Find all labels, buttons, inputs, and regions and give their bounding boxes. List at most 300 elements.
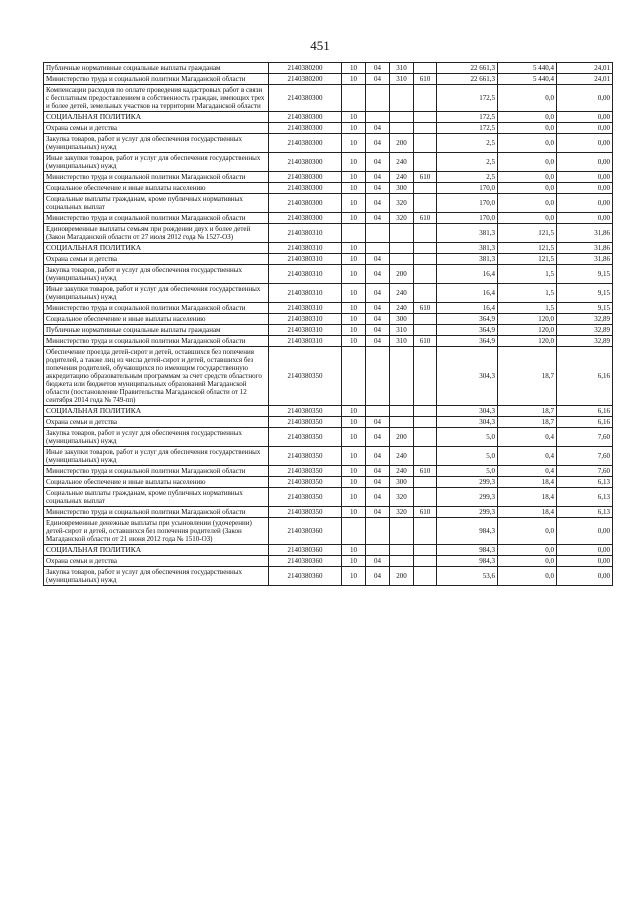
table-row — [44, 406, 613, 417]
expense-type-code — [390, 243, 414, 254]
target-article-code: 2140380360 — [269, 545, 342, 556]
administrator-code — [414, 477, 437, 488]
execution-percent: 32,89 — [557, 336, 613, 347]
target-article-code: 2140380310 — [269, 224, 342, 243]
expense-type-code: 200 — [390, 265, 414, 284]
table-row — [44, 265, 613, 284]
subsection-code: 04 — [366, 567, 390, 586]
executed-amount: 1,5 — [498, 265, 557, 284]
planned-amount: 2,5 — [437, 172, 498, 183]
planned-amount: 381,3 — [437, 224, 498, 243]
table-row — [44, 194, 613, 213]
executed-amount: 121,5 — [498, 254, 557, 265]
section-code — [342, 518, 366, 545]
subsection-code: 04 — [366, 153, 390, 172]
planned-amount: 364,9 — [437, 314, 498, 325]
planned-amount: 16,4 — [437, 265, 498, 284]
table-row — [44, 183, 613, 194]
table-row — [44, 347, 613, 406]
execution-percent: 24,01 — [557, 74, 613, 85]
executed-amount: 18,4 — [498, 507, 557, 518]
table-row — [44, 254, 613, 265]
execution-percent: 32,89 — [557, 314, 613, 325]
section-code: 10 — [342, 567, 366, 586]
table-row — [44, 488, 613, 507]
subsection-code: 04 — [366, 314, 390, 325]
execution-percent: 0,00 — [557, 518, 613, 545]
planned-amount: 53,6 — [437, 567, 498, 586]
section-code — [342, 347, 366, 406]
row-name: Министерство труда и социальной политики Магаданской области — [44, 466, 269, 477]
administrator-code — [414, 134, 437, 153]
execution-percent: 6,13 — [557, 507, 613, 518]
row-name: Закупка товаров, работ и услуг для обеспечения государственных (муниципальных) нужд — [44, 567, 269, 586]
table-row — [44, 545, 613, 556]
planned-amount: 299,3 — [437, 477, 498, 488]
execution-percent: 0,00 — [557, 213, 613, 224]
section-code: 10 — [342, 63, 366, 74]
subsection-code: 04 — [366, 265, 390, 284]
administrator-code — [414, 567, 437, 586]
subsection-code: 04 — [366, 134, 390, 153]
subsection-code: 04 — [366, 303, 390, 314]
row-name: Социальное обеспечение и иные выплаты населению — [44, 183, 269, 194]
planned-amount: 364,9 — [437, 325, 498, 336]
target-article-code: 2140380350 — [269, 347, 342, 406]
expense-type-code — [390, 224, 414, 243]
section-code: 10 — [342, 314, 366, 325]
administrator-code — [414, 545, 437, 556]
table-row — [44, 466, 613, 477]
expense-type-code: 310 — [390, 74, 414, 85]
expense-type-code: 240 — [390, 303, 414, 314]
target-article-code: 2140380300 — [269, 112, 342, 123]
expense-type-code: 240 — [390, 153, 414, 172]
section-code: 10 — [342, 183, 366, 194]
target-article-code: 2140380310 — [269, 336, 342, 347]
planned-amount: 304,3 — [437, 347, 498, 406]
planned-amount: 381,3 — [437, 254, 498, 265]
administrator-code — [414, 447, 437, 466]
subsection-code: 04 — [366, 74, 390, 85]
subsection-code: 04 — [366, 556, 390, 567]
target-article-code: 2140380200 — [269, 74, 342, 85]
subsection-code: 04 — [366, 194, 390, 213]
row-name: Министерство труда и социальной политики Магаданской области — [44, 336, 269, 347]
target-article-code: 2140380310 — [269, 254, 342, 265]
subsection-code: 04 — [366, 172, 390, 183]
execution-percent: 7,60 — [557, 466, 613, 477]
row-name: Единовременные денежные выплаты при усыновлении (удочерении) детей-сирот и детей, оставшихся без попечения родителей (Закон Магаданской области от 21 июня 2012 года № 1510-ОЗ) — [44, 518, 269, 545]
target-article-code: 2140380300 — [269, 85, 342, 112]
table-row — [44, 243, 613, 254]
administrator-code — [414, 417, 437, 428]
administrator-code — [414, 112, 437, 123]
execution-percent: 0,00 — [557, 194, 613, 213]
row-name: Иные закупки товаров, работ и услуг для обеспечения государственных (муниципальных) нужд — [44, 284, 269, 303]
row-name: Охрана семьи и детства — [44, 254, 269, 265]
executed-amount: 0,0 — [498, 172, 557, 183]
section-code: 10 — [342, 507, 366, 518]
planned-amount: 172,5 — [437, 85, 498, 112]
table-row — [44, 447, 613, 466]
section-code: 10 — [342, 477, 366, 488]
execution-percent: 6,16 — [557, 417, 613, 428]
administrator-code: 610 — [414, 213, 437, 224]
expense-type-code: 200 — [390, 134, 414, 153]
expense-type-code — [390, 556, 414, 567]
planned-amount: 170,0 — [437, 194, 498, 213]
expense-type-code — [390, 406, 414, 417]
planned-amount: 2,5 — [437, 153, 498, 172]
execution-percent: 6,13 — [557, 477, 613, 488]
section-code: 10 — [342, 303, 366, 314]
expense-type-code: 300 — [390, 183, 414, 194]
expense-type-code: 320 — [390, 488, 414, 507]
target-article-code: 2140380310 — [269, 325, 342, 336]
table-row — [44, 336, 613, 347]
executed-amount: 0,4 — [498, 447, 557, 466]
expense-type-code — [390, 85, 414, 112]
table-row — [44, 428, 613, 447]
target-article-code: 2140380310 — [269, 303, 342, 314]
expense-type-code: 240 — [390, 447, 414, 466]
administrator-code — [414, 314, 437, 325]
subsection-code: 04 — [366, 183, 390, 194]
row-name: Министерство труда и социальной политики Магаданской области — [44, 172, 269, 183]
planned-amount: 16,4 — [437, 303, 498, 314]
execution-percent: 9,15 — [557, 284, 613, 303]
executed-amount: 18,4 — [498, 488, 557, 507]
executed-amount: 0,0 — [498, 518, 557, 545]
expense-type-code: 200 — [390, 428, 414, 447]
planned-amount: 16,4 — [437, 284, 498, 303]
administrator-code: 610 — [414, 74, 437, 85]
administrator-code — [414, 284, 437, 303]
administrator-code — [414, 347, 437, 406]
subsection-code: 04 — [366, 325, 390, 336]
section-code: 10 — [342, 213, 366, 224]
row-name: Обеспечение проезда детей-сирот и детей, оставшихся без попечения родителей, а также лиц из числа детей-сирот и детей, оставшихся без попечения родителей, обучающихся по имеющим государственную аккредитацию образовательным программам за счет средств областного бюджета или бюджетов муниципальных образований Магаданской области (постановление Правительства Магаданской области от 12 сентября 2014 года № 749-пп) — [44, 347, 269, 406]
subsection-code — [366, 112, 390, 123]
table-body — [44, 63, 613, 586]
executed-amount: 0,0 — [498, 85, 557, 112]
administrator-code — [414, 153, 437, 172]
table-row — [44, 63, 613, 74]
executed-amount: 120,0 — [498, 325, 557, 336]
row-name: Иные закупки товаров, работ и услуг для обеспечения государственных (муниципальных) нужд — [44, 153, 269, 172]
subsection-code — [366, 243, 390, 254]
planned-amount: 299,3 — [437, 488, 498, 507]
row-name: Министерство труда и социальной политики Магаданской области — [44, 213, 269, 224]
execution-percent: 31,86 — [557, 224, 613, 243]
expense-type-code — [390, 347, 414, 406]
executed-amount: 0,0 — [498, 545, 557, 556]
subsection-code: 04 — [366, 213, 390, 224]
table-row — [44, 172, 613, 183]
row-name: Социальные выплаты гражданам, кроме публичных нормативных социальных выплат — [44, 194, 269, 213]
administrator-code — [414, 243, 437, 254]
executed-amount: 0,0 — [498, 134, 557, 153]
planned-amount: 381,3 — [437, 243, 498, 254]
administrator-code: 610 — [414, 466, 437, 477]
row-name: СОЦИАЛЬНАЯ ПОЛИТИКА — [44, 406, 269, 417]
section-code — [342, 85, 366, 112]
executed-amount: 0,0 — [498, 556, 557, 567]
execution-percent: 0,00 — [557, 567, 613, 586]
expense-type-code: 310 — [390, 325, 414, 336]
expense-type-code: 310 — [390, 63, 414, 74]
subsection-code — [366, 545, 390, 556]
subsection-code: 04 — [366, 417, 390, 428]
table-row — [44, 134, 613, 153]
row-name: Иные закупки товаров, работ и услуг для обеспечения государственных (муниципальных) нужд — [44, 447, 269, 466]
expense-type-code — [390, 518, 414, 545]
table-row — [44, 325, 613, 336]
target-article-code: 2140380300 — [269, 213, 342, 224]
execution-percent: 7,60 — [557, 428, 613, 447]
planned-amount: 5,0 — [437, 466, 498, 477]
target-article-code: 2140380350 — [269, 466, 342, 477]
administrator-code — [414, 488, 437, 507]
planned-amount: 2,5 — [437, 134, 498, 153]
row-name: Министерство труда и социальной политики Магаданской области — [44, 74, 269, 85]
planned-amount: 984,3 — [437, 518, 498, 545]
execution-percent: 6,13 — [557, 488, 613, 507]
administrator-code — [414, 325, 437, 336]
administrator-code — [414, 518, 437, 545]
table-row — [44, 556, 613, 567]
subsection-code: 04 — [366, 466, 390, 477]
section-code: 10 — [342, 556, 366, 567]
section-code: 10 — [342, 134, 366, 153]
table-row — [44, 123, 613, 134]
subsection-code — [366, 85, 390, 112]
target-article-code: 2140380310 — [269, 284, 342, 303]
subsection-code: 04 — [366, 254, 390, 265]
administrator-code — [414, 183, 437, 194]
execution-percent: 0,00 — [557, 123, 613, 134]
executed-amount: 18,4 — [498, 477, 557, 488]
executed-amount: 121,5 — [498, 224, 557, 243]
table-row — [44, 314, 613, 325]
target-article-code: 2140380200 — [269, 63, 342, 74]
administrator-code — [414, 194, 437, 213]
executed-amount: 120,0 — [498, 336, 557, 347]
planned-amount: 22 661,3 — [437, 74, 498, 85]
planned-amount: 299,3 — [437, 507, 498, 518]
planned-amount: 172,5 — [437, 123, 498, 134]
executed-amount: 0,0 — [498, 153, 557, 172]
subsection-code: 04 — [366, 507, 390, 518]
execution-percent: 6,16 — [557, 406, 613, 417]
subsection-code — [366, 347, 390, 406]
expense-type-code: 200 — [390, 567, 414, 586]
administrator-code — [414, 254, 437, 265]
execution-percent: 0,00 — [557, 172, 613, 183]
target-article-code: 2140380300 — [269, 183, 342, 194]
expense-type-code — [390, 123, 414, 134]
execution-percent: 31,86 — [557, 254, 613, 265]
table-row — [44, 74, 613, 85]
target-article-code: 2140380350 — [269, 447, 342, 466]
target-article-code: 2140380300 — [269, 134, 342, 153]
section-code: 10 — [342, 466, 366, 477]
section-code: 10 — [342, 447, 366, 466]
target-article-code: 2140380350 — [269, 507, 342, 518]
section-code: 10 — [342, 265, 366, 284]
section-code: 10 — [342, 123, 366, 134]
section-code: 10 — [342, 428, 366, 447]
row-name: СОЦИАЛЬНАЯ ПОЛИТИКА — [44, 112, 269, 123]
subsection-code: 04 — [366, 477, 390, 488]
executed-amount: 18,7 — [498, 347, 557, 406]
target-article-code: 2140380300 — [269, 153, 342, 172]
executed-amount: 0,0 — [498, 567, 557, 586]
row-name: Охрана семьи и детства — [44, 123, 269, 134]
executed-amount: 0,0 — [498, 123, 557, 134]
expense-type-code: 240 — [390, 284, 414, 303]
target-article-code: 2140380350 — [269, 477, 342, 488]
table-row — [44, 507, 613, 518]
expense-type-code: 300 — [390, 314, 414, 325]
section-code: 10 — [342, 406, 366, 417]
row-name: Охрана семьи и детства — [44, 556, 269, 567]
section-code: 10 — [342, 74, 366, 85]
row-name: Министерство труда и социальной политики Магаданской области — [44, 507, 269, 518]
executed-amount: 0,0 — [498, 112, 557, 123]
execution-percent: 31,86 — [557, 243, 613, 254]
executed-amount: 5 440,4 — [498, 63, 557, 74]
subsection-code: 04 — [366, 447, 390, 466]
executed-amount: 1,5 — [498, 303, 557, 314]
administrator-code: 610 — [414, 303, 437, 314]
planned-amount: 5,0 — [437, 428, 498, 447]
section-code: 10 — [342, 243, 366, 254]
administrator-code — [414, 265, 437, 284]
subsection-code: 04 — [366, 428, 390, 447]
expense-type-code — [390, 112, 414, 123]
row-name: Министерство труда и социальной политики Магаданской области — [44, 303, 269, 314]
table-row — [44, 518, 613, 545]
section-code: 10 — [342, 488, 366, 507]
execution-percent: 0,00 — [557, 85, 613, 112]
section-code: 10 — [342, 153, 366, 172]
row-name: Компенсации расходов по оплате проведения кадастровых работ в связи с бесплатным предоставлением в собственность граждан, имеющих трех и более детей, земельных участков на территории Магаданской области — [44, 85, 269, 112]
execution-percent: 0,00 — [557, 112, 613, 123]
subsection-code: 04 — [366, 336, 390, 347]
table-row — [44, 567, 613, 586]
row-name: Закупка товаров, работ и услуг для обеспечения государственных (муниципальных) нужд — [44, 134, 269, 153]
target-article-code: 2140380300 — [269, 123, 342, 134]
executed-amount: 120,0 — [498, 314, 557, 325]
planned-amount: 170,0 — [437, 183, 498, 194]
table-row — [44, 303, 613, 314]
section-code: 10 — [342, 325, 366, 336]
subsection-code — [366, 406, 390, 417]
table-row — [44, 284, 613, 303]
target-article-code: 2140380310 — [269, 243, 342, 254]
expense-type-code: 240 — [390, 466, 414, 477]
row-name: Публичные нормативные социальные выплаты гражданам — [44, 325, 269, 336]
subsection-code: 04 — [366, 284, 390, 303]
administrator-code — [414, 123, 437, 134]
section-code: 10 — [342, 112, 366, 123]
target-article-code: 2140380360 — [269, 567, 342, 586]
section-code: 10 — [342, 417, 366, 428]
planned-amount: 5,0 — [437, 447, 498, 466]
subsection-code: 04 — [366, 63, 390, 74]
planned-amount: 172,5 — [437, 112, 498, 123]
executed-amount: 18,7 — [498, 406, 557, 417]
executed-amount: 18,7 — [498, 417, 557, 428]
section-code — [342, 224, 366, 243]
target-article-code: 2140380350 — [269, 488, 342, 507]
row-name: Закупка товаров, работ и услуг для обеспечения государственных (муниципальных) нужд — [44, 428, 269, 447]
expense-type-code: 320 — [390, 213, 414, 224]
planned-amount: 304,3 — [437, 406, 498, 417]
target-article-code: 2140380300 — [269, 172, 342, 183]
target-article-code: 2140380300 — [269, 194, 342, 213]
target-article-code: 2140380310 — [269, 265, 342, 284]
subsection-code: 04 — [366, 488, 390, 507]
executed-amount: 121,5 — [498, 243, 557, 254]
subsection-code: 04 — [366, 123, 390, 134]
row-name: Единовременные выплаты семьям при рождении двух и более детей (Закон Магаданской области от 27 июля 2012 года № 1527-ОЗ) — [44, 224, 269, 243]
administrator-code — [414, 428, 437, 447]
expense-type-code: 310 — [390, 336, 414, 347]
executed-amount: 0,4 — [498, 428, 557, 447]
target-article-code: 2140380350 — [269, 406, 342, 417]
executed-amount: 0,0 — [498, 194, 557, 213]
target-article-code: 2140380360 — [269, 518, 342, 545]
planned-amount: 304,3 — [437, 417, 498, 428]
execution-percent: 0,00 — [557, 545, 613, 556]
table-row — [44, 153, 613, 172]
budget-table — [43, 62, 613, 586]
expense-type-code: 300 — [390, 477, 414, 488]
section-code: 10 — [342, 254, 366, 265]
row-name: Публичные нормативные социальные выплаты гражданам — [44, 63, 269, 74]
subsection-code — [366, 224, 390, 243]
execution-percent: 0,00 — [557, 153, 613, 172]
target-article-code: 2140380360 — [269, 556, 342, 567]
expense-type-code — [390, 417, 414, 428]
expense-type-code — [390, 254, 414, 265]
executed-amount: 0,0 — [498, 183, 557, 194]
expense-type-code: 320 — [390, 507, 414, 518]
row-name: СОЦИАЛЬНАЯ ПОЛИТИКА — [44, 545, 269, 556]
administrator-code — [414, 406, 437, 417]
table-row — [44, 477, 613, 488]
administrator-code — [414, 224, 437, 243]
executed-amount: 5 440,4 — [498, 74, 557, 85]
section-code: 10 — [342, 172, 366, 183]
administrator-code — [414, 63, 437, 74]
expense-type-code: 240 — [390, 172, 414, 183]
execution-percent: 9,15 — [557, 303, 613, 314]
execution-percent: 7,60 — [557, 447, 613, 466]
table-row — [44, 112, 613, 123]
table-row — [44, 213, 613, 224]
planned-amount: 984,3 — [437, 556, 498, 567]
execution-percent: 0,00 — [557, 556, 613, 567]
planned-amount: 22 661,3 — [437, 63, 498, 74]
row-name: СОЦИАЛЬНАЯ ПОЛИТИКА — [44, 243, 269, 254]
planned-amount: 170,0 — [437, 213, 498, 224]
section-code: 10 — [342, 545, 366, 556]
row-name: Социальное обеспечение и иные выплаты населению — [44, 477, 269, 488]
